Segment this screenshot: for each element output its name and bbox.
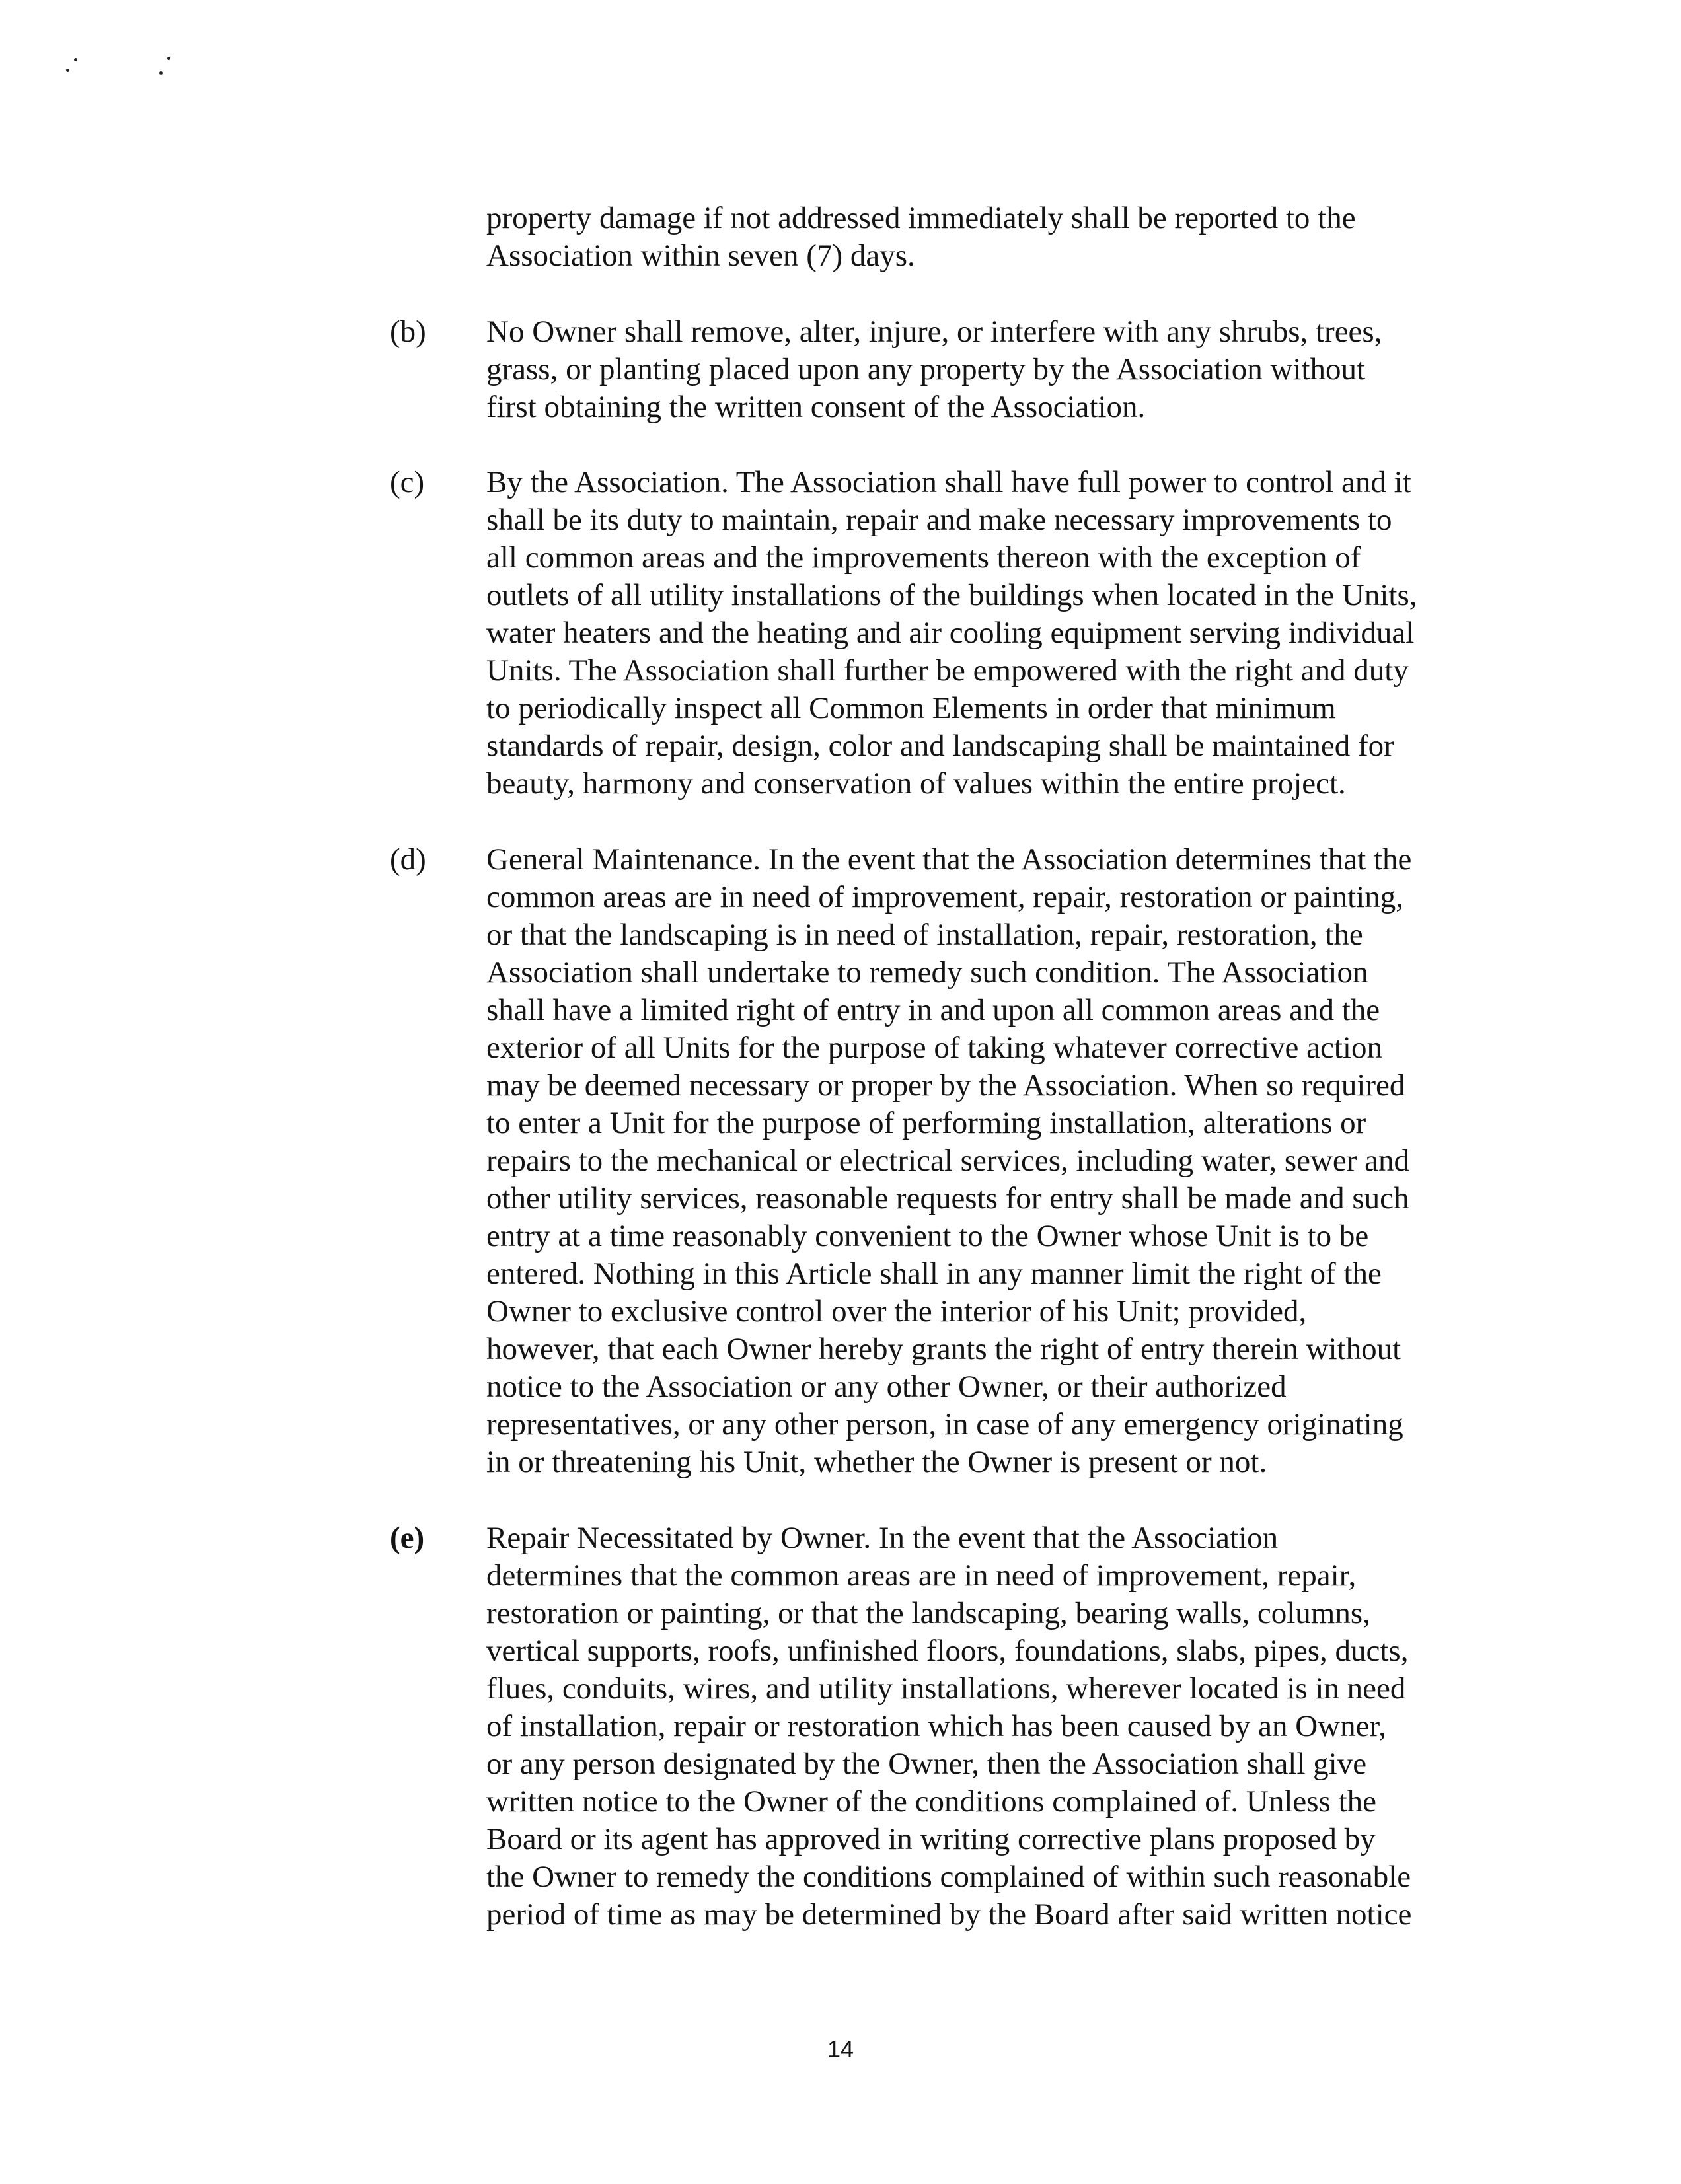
section-label-e: (e) [390,1521,425,1555]
text-line: Association shall undertake to remedy such condition. The Association [486,955,1368,990]
text-line: shall be its duty to maintain, repair and make necessary improvements to [486,503,1392,537]
text-line: restoration or painting, or that the landscaping, bearing walls, columns, [486,1596,1370,1630]
section-c-paragraph [486,464,1477,803]
text-line: beauty, harmony and conservation of values within the entire project. [486,766,1346,801]
text-line: entered. Nothing in this Article shall in any manner limit the right of the [486,1256,1382,1291]
text-line: water heaters and the heating and air cooling equipment serving individual [486,616,1415,650]
text-line: however, that each Owner hereby grants the right of entry therein without [486,1332,1401,1366]
text-line: Repair Necessitated by Owner. In the event that the Association [486,1521,1279,1555]
text-line: shall have a limited right of entry in and upon all common areas and the [486,993,1380,1027]
text-line: Owner to exclusive control over the interior of his Unit; provided, [486,1294,1307,1329]
text-line: written notice to the Owner of the conditions complained of. Unless the [486,1784,1377,1819]
text-line: property damage if not addressed immediately shall be reported to the [486,201,1356,235]
scan-speck [66,69,69,72]
text-line: or that the landscaping is in need of installation, repair, restoration, the [486,918,1363,952]
text-line: standards of repair, design, color and landscaping shall be maintained for [486,729,1394,763]
text-line: first obtaining the written consent of the Association. [486,390,1146,424]
text-line: representatives, or any other person, in case of any emergency originating [486,1407,1403,1441]
section-e-paragraph [486,1519,1477,1934]
section-b-paragraph [486,313,1477,426]
scan-speck [167,57,170,60]
section-d-paragraph [486,841,1477,1481]
text-line: By the Association. The Association shall have full power to control and it [486,465,1411,499]
text-line: other utility services, reasonable requests for entry shall be made and such [486,1181,1409,1216]
text-line: Units. The Association shall further be empowered with the right and duty [486,653,1409,688]
scan-speck [159,71,163,75]
text-line: notice to the Association or any other Owner, or their authorized [486,1369,1287,1404]
section-label-d: (d) [390,842,426,877]
text-line: determines that the common areas are in need of improvement, repair, [486,1558,1357,1593]
page-number: 14 [827,2035,854,2062]
text-line: to periodically inspect all Common Elements in order that minimum [486,691,1336,725]
text-line: General Maintenance. In the event that the Association determines that the [486,842,1412,877]
text-line: may be deemed necessary or proper by the Association. When so required [486,1068,1405,1103]
text-line: the Owner to remedy the conditions complained of within such reasonable [486,1860,1411,1894]
text-line: period of time as may be determined by the Board after said written notice [486,1897,1412,1932]
text-line: grass, or planting placed upon any property by the Association without [486,352,1366,386]
text-line: Association within seven (7) days. [486,238,915,273]
text-line: exterior of all Units for the purpose of taking whatever corrective action [486,1031,1382,1065]
text-line: all common areas and the improvements thereon with the exception of [486,540,1361,575]
text-line: or any person designated by the Owner, then the Association shall give [486,1747,1367,1781]
section-label-c: (c) [390,465,425,499]
scan-speck [74,58,77,61]
text-line: in or threatening his Unit, whether the Owner is present or not. [486,1445,1267,1479]
text-line: vertical supports, roofs, unfinished floors, foundations, slabs, pipes, ducts, [486,1634,1409,1668]
text-line: Board or its agent has approved in writing corrective plans proposed by [486,1822,1376,1856]
section-label-b: (b) [390,314,426,349]
text-line: No Owner shall remove, alter, injure, or interfere with any shrubs, trees, [486,314,1382,349]
text-line: outlets of all utility installations of the buildings when located in the Units, [486,578,1417,612]
text-line: entry at a time reasonably convenient to the Owner whose Unit is to be [486,1219,1369,1253]
text-line: repairs to the mechanical or electrical services, including water, sewer and [486,1144,1410,1178]
text-line: of installation, repair or restoration which has been caused by an Owner, [486,1709,1386,1743]
text-line: flues, conduits, wires, and utility installations, wherever located is in need [486,1671,1406,1706]
continuation-paragraph [486,200,1477,275]
text-line: to enter a Unit for the purpose of performing installation, alterations or [486,1106,1366,1140]
text-line: common areas are in need of improvement, repair, restoration or painting, [486,880,1404,914]
